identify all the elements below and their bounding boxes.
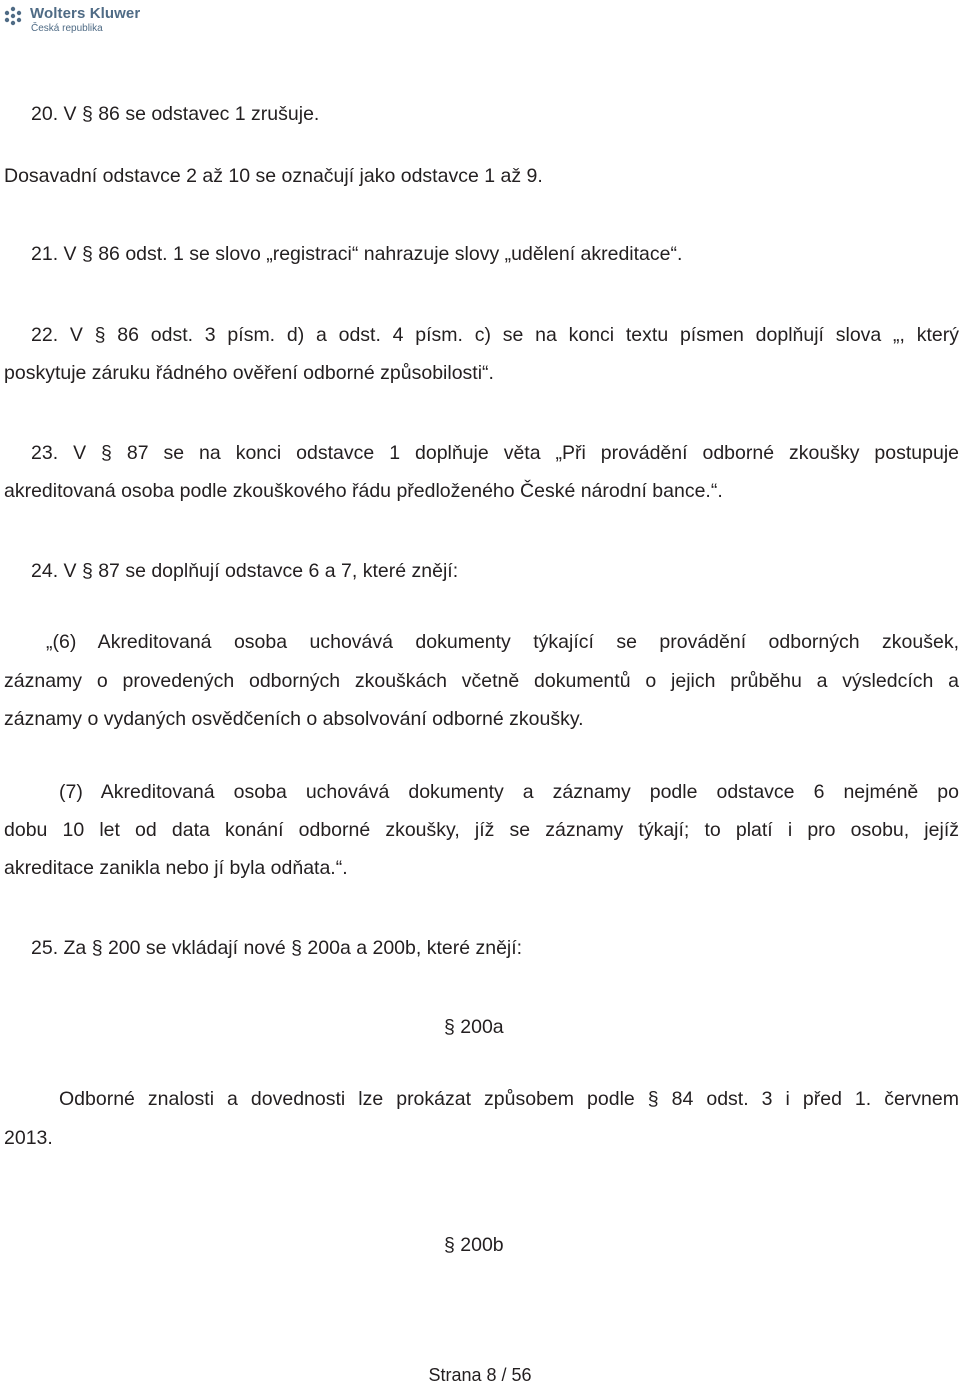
paragraph-6-line-2: záznamy o provedených odborných zkouškách včetně dokumentů o jejich průběhu a výsledcích a xyxy=(4,670,959,692)
paragraph-6-line-3: záznamy o vydaných osvědčeních o absolvování odborné zkoušky. xyxy=(4,708,584,730)
section-200a-text-line-1: Odborné znalosti a dovednosti lze prokázat způsobem podle § 84 odst. 3 i před 1. červnem xyxy=(59,1088,959,1110)
section-200a-text-line-2: 2013. xyxy=(4,1127,53,1149)
point-20-sentence: Dosavadní odstavce 2 až 10 se označují jako odstavce 1 až 9. xyxy=(4,165,543,187)
page-number: Strana 8 / 56 xyxy=(428,1365,532,1385)
paragraph-7-line-2: dobu 10 let od data konání odborné zkoušky, jíž se záznamy týkají; to platí i pro osobu, jejíž xyxy=(4,819,959,841)
section-200a-heading: § 200a xyxy=(444,1016,504,1038)
publisher-logo xyxy=(2,2,142,38)
point-20: 20. V § 86 se odstavec 1 zrušuje. xyxy=(31,103,320,125)
point-22-line-1: 22. V § 86 odst. 3 písm. d) a odst. 4 písm. c) se na konci textu písmen doplňují slova „, který xyxy=(31,324,959,346)
logo-region: Česká republika xyxy=(31,23,103,34)
paragraph-7-line-1: (7) Akreditovaná osoba uchovává dokumenty a záznamy podle odstavce 6 nejméně po xyxy=(59,781,959,803)
point-22-line-2: poskytuje záruku řádného ověření odborné způsobilosti“. xyxy=(4,362,494,384)
point-24: 24. V § 87 se doplňují odstavce 6 a 7, které znějí: xyxy=(31,560,459,582)
point-21: 21. V § 86 odst. 1 se slovo „registraci“ nahrazuje slovy „udělení akreditace“. xyxy=(31,243,683,265)
point-23-line-1: 23. V § 87 se na konci odstavce 1 doplňuje věta „Při provádění odborné zkoušky postupuje xyxy=(31,442,959,464)
point-25: 25. Za § 200 se vkládají nové § 200a a 200b, které znějí: xyxy=(31,937,523,959)
wolters-kluwer-logo-icon xyxy=(2,5,24,27)
paragraph-7-line-3: akreditace zanikla nebo jí byla odňata.“. xyxy=(4,857,348,879)
point-23-line-2: akreditovaná osoba podle zkouškového řádu předloženého České národní bance.“. xyxy=(4,480,723,502)
section-200b-heading: § 200b xyxy=(444,1234,504,1256)
logo-brand-name: Wolters Kluwer xyxy=(30,5,141,22)
paragraph-6-line-1: „(6) Akreditovaná osoba uchovává dokumenty týkající se provádění odborných zkoušek, xyxy=(46,631,959,653)
